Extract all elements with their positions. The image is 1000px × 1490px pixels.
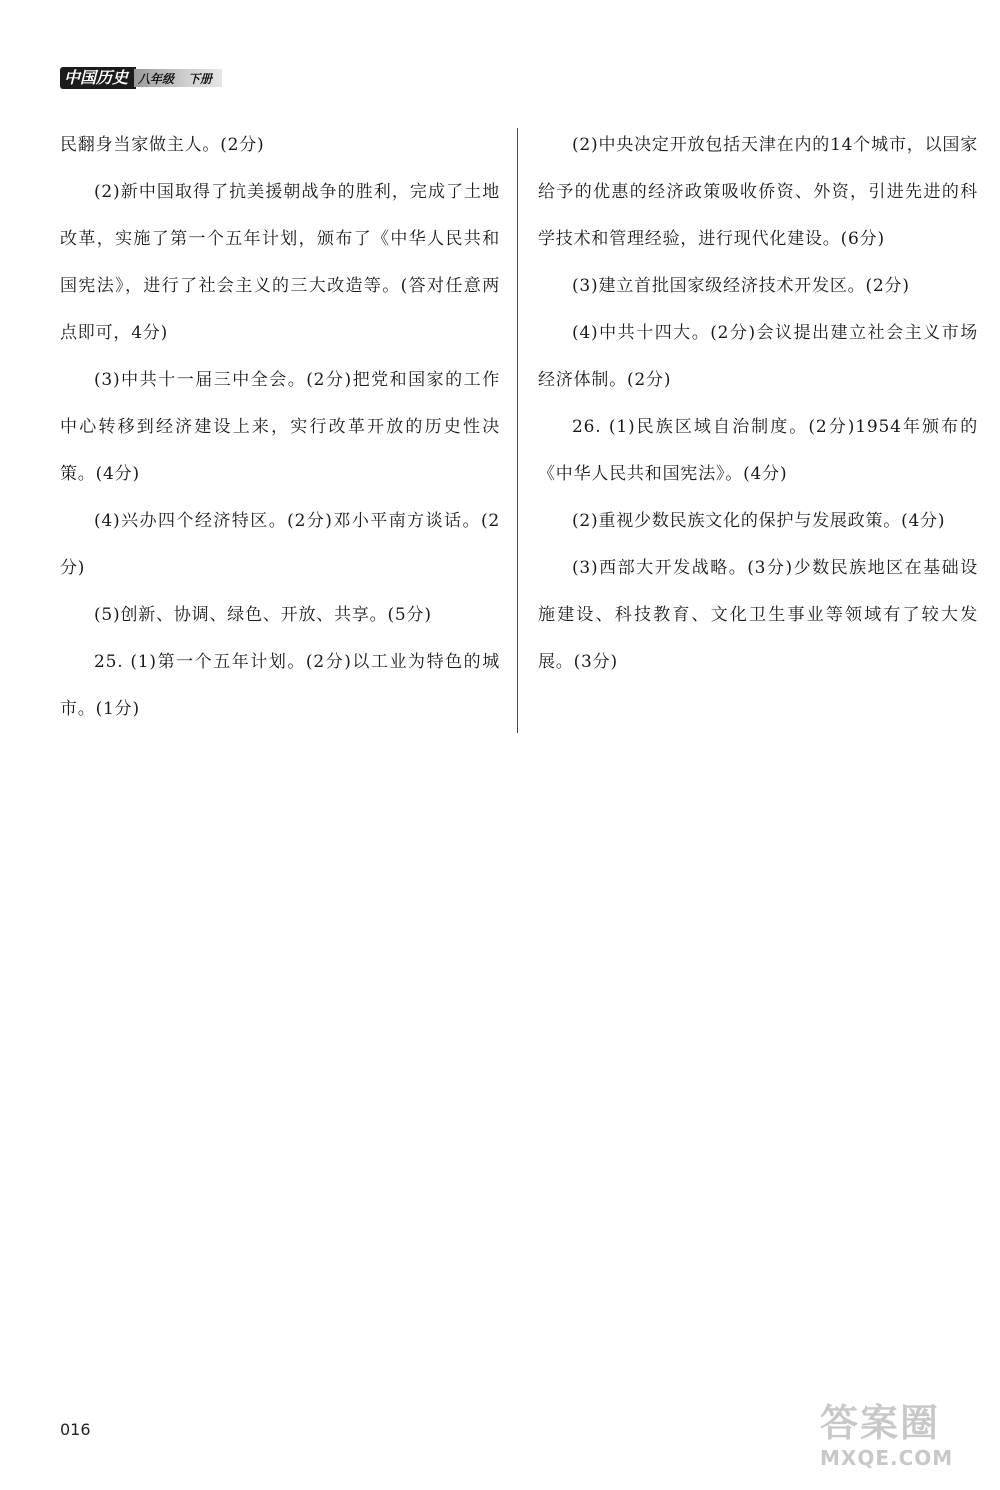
answer-paragraph: 26. (1)民族区域自治制度。(2分)1954年颁布的《中华人民共和国宪法》。(4分) [538,417,978,484]
grade-label: 八年级 [138,71,175,86]
left-column [60,122,500,733]
answer-paragraph: (3)中共十一届三中全会。(2分)把党和国家的工作中心转移到经济建设上来，实行改革开放的历史性决策。(4分) [60,370,500,484]
answer-paragraph: (4)兴办四个经济特区。(2分)邓小平南方谈话。(2分) [60,511,500,578]
answer-paragraph: (2)重视少数民族文化的保护与发展政策。(4分) [572,511,946,531]
watermark-logo [820,1400,988,1480]
watermark-text: 答案圈 [820,1401,941,1445]
page-number: 016 [60,1420,91,1439]
answer-paragraph: (2)新中国取得了抗美援朝战争的胜利，完成了土地改革，实施了第一个五年计划，颁布了《中华人民共和国宪法》，进行了社会主义的三大改造等。(答对任意两点即可，4分) [60,182,500,343]
answer-paragraph: (4)中共十四大。(2分)会议提出建立社会主义市场经济体制。(2分) [538,323,978,390]
answer-paragraph: (2)中央决定开放包括天津在内的14个城市，以国家给予的优惠的经济政策吸收侨资、外资，引进先进的科学技术和管理经验，进行现代化建设。(6分) [538,135,978,249]
grade-band [134,69,222,87]
answer-paragraph: (3)西部大开发战略。(3分)少数民族地区在基础设施建设、科技教育、文化卫生事业等领域有了较大发展。(3分) [538,558,978,672]
page-header [60,66,222,90]
book-title: 中国历史 [60,67,136,89]
answer-paragraph: (3)建立首批国家级经济技术开发区。(2分) [572,276,910,296]
watermark-url: MXQE.COM [820,1446,954,1470]
answer-paragraph: 25. (1)第一个五年计划。(2分)以工业为特色的城市。(1分) [60,652,500,719]
answer-paragraph: 民翻身当家做主人。(2分) [60,135,265,155]
right-column [538,122,978,686]
volume-label: 下册 [188,71,213,86]
answer-paragraph: (5)创新、协调、绿色、开放、共享。(5分) [94,605,432,625]
column-divider [517,128,518,733]
